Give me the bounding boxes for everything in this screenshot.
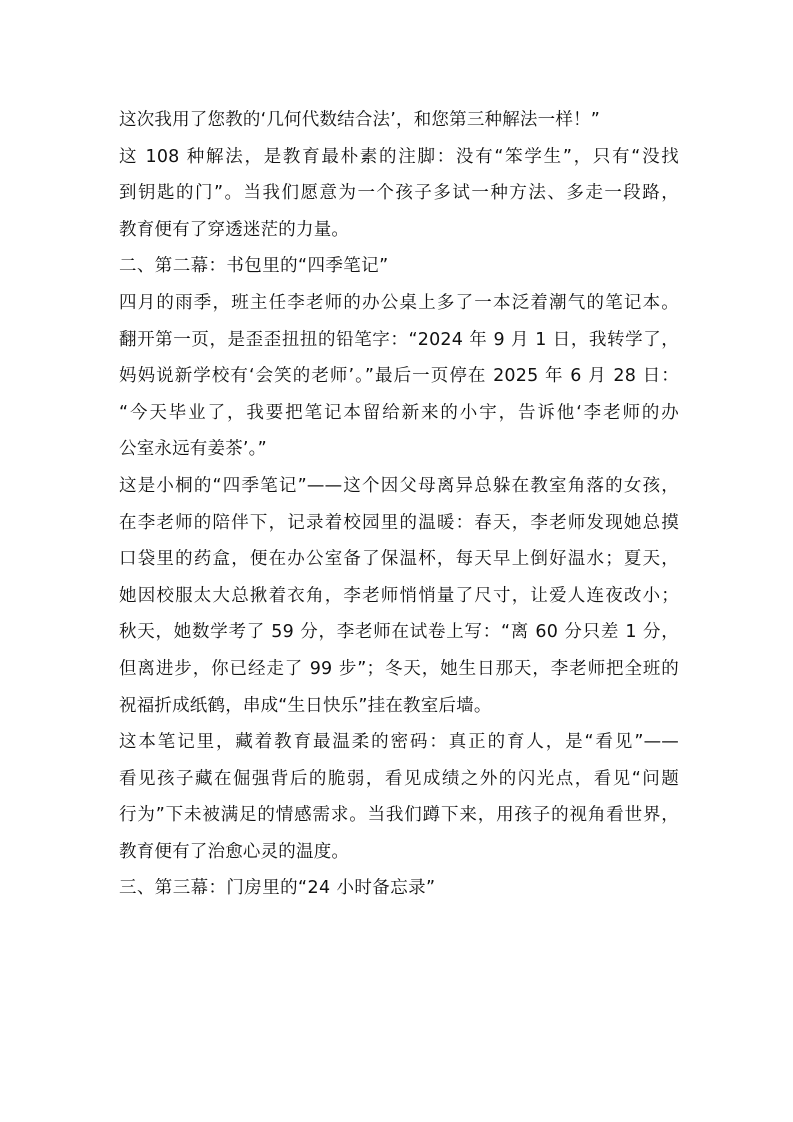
paragraph-line: 翻开第一页，是歪歪扭扭的铅笔字：“2024 年 9 月 1 日，我转学了， [119, 329, 679, 350]
paragraph-line: 这是小桐的“四季笔记”——这个因父母离异总躲在教室角落的女孩， [119, 475, 679, 496]
paragraph-line: 秋天，她数学考了 59 分，李老师在试卷上写：“离 60 分只差 1 分， [119, 622, 679, 643]
paragraph-line: 到钥匙的门”。当我们愿意为一个孩子多试一种方法、多走一段路， [119, 183, 679, 204]
paragraph-line: 行为”下未被满足的情感需求。当我们蹲下来，用孩子的视角看世界， [119, 805, 679, 826]
paragraph-line: 四月的雨季，班主任李老师的办公桌上多了一本泛着潮气的笔记本。 [119, 292, 679, 313]
paragraph-line: “今天毕业了，我要把笔记本留给新来的小宇，告诉他‘李老师的办 [119, 402, 679, 423]
paragraph-line: 看见孩子藏在倔强背后的脆弱，看见成绩之外的闪光点，看见“问题 [119, 768, 679, 789]
paragraph-line: 在李老师的陪伴下，记录着校园里的温暖：春天，李老师发现她总摸 [119, 512, 679, 533]
section-heading: 三、第三幕：门房里的“24 小时备忘录” [119, 878, 436, 899]
paragraph-line: 这本笔记里，藏着教育最温柔的密码：真正的育人，是“看见”—— [119, 732, 679, 753]
paragraph-line: 公室永远有姜茶’。” [119, 439, 267, 460]
paragraph-line: 但离进步，你已经走了 99 步”；冬天，她生日那天，李老师把全班的 [119, 658, 679, 679]
paragraph-line: 这 108 种解法，是教育最朴素的注脚：没有“笨学生”，只有“没找 [119, 146, 679, 167]
paragraph-line: 教育便有了治愈心灵的温度。 [119, 841, 350, 862]
section-heading: 二、第二幕：书包里的“四季笔记” [119, 256, 389, 277]
paragraph-line: 这次我用了您教的‘几何代数结合法’，和您第三种解法一样！” [119, 110, 600, 130]
document-body [119, 102, 679, 907]
paragraph-line: 妈妈说新学校有‘会笑的老师’。”最后一页停在 2025 年 6 月 28 日： [119, 366, 679, 387]
paragraph-line: 教育便有了穿透迷茫的力量。 [119, 219, 350, 240]
paragraph-line: 口袋里的药盒，便在办公室备了保温杯，每天早上倒好温水；夏天， [119, 549, 679, 570]
paragraph-line: 祝福折成纸鹤，串成“生日快乐”挂在教室后墙。 [119, 695, 492, 716]
paragraph-line: 她因校服太大总揪着衣角，李老师悄悄量了尺寸，让爱人连夜改小； [119, 585, 679, 606]
